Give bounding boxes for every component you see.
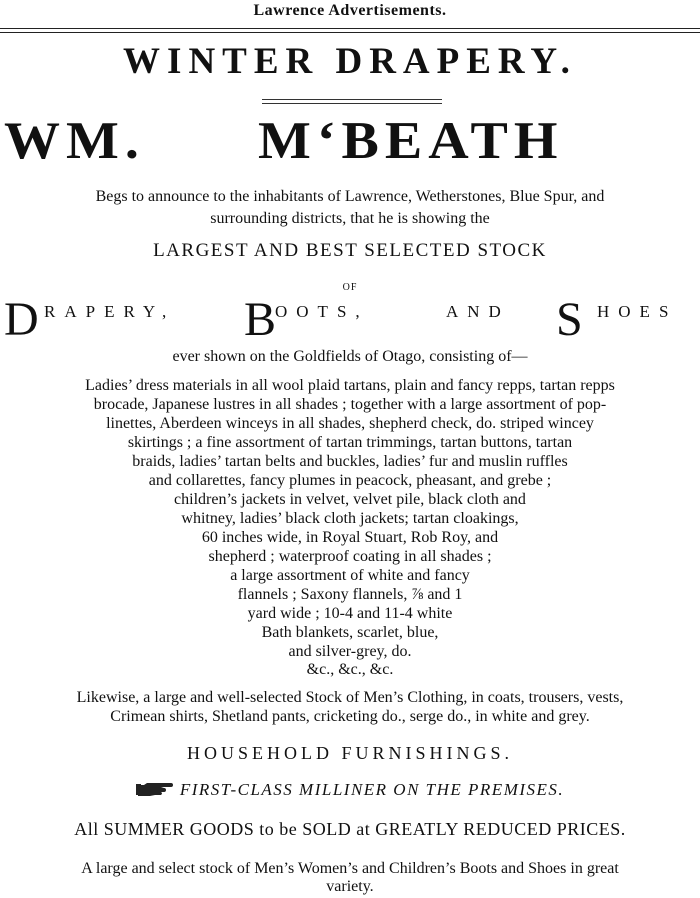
stock-line: LARGEST AND BEST SELECTED STOCK bbox=[153, 240, 547, 261]
drop-cap-b: B bbox=[244, 293, 277, 346]
goods-line: &c., &c., &c. bbox=[306, 661, 394, 678]
boots-stock-line: variety. bbox=[326, 878, 374, 895]
goods-line: a large assortment of white and fancy bbox=[230, 567, 470, 584]
merchant-surname: M‘BEATH bbox=[258, 111, 564, 171]
divider-rule bbox=[262, 103, 442, 104]
milliner-line bbox=[0, 780, 700, 800]
merchant-initials: WM. bbox=[4, 111, 145, 171]
goods-line: and collarettes, fancy plumes in peacock, pheasant, and grebe ; bbox=[148, 472, 552, 489]
milliner-text: FIRST-CLASS MILLINER ON THE PREMISES. bbox=[179, 780, 565, 799]
goods-line: 60 inches wide, in Royal Stuart, Rob Roy, and bbox=[201, 529, 499, 546]
goods-line: flannels ; Saxony flannels, ⅞ and 1 bbox=[237, 586, 463, 603]
household-furnishings: HOUSEHOLD FURNISHINGS. bbox=[186, 743, 514, 763]
goods-line: linettes, Aberdeen winceys in all shades, shepherd check, do. striped wincey bbox=[106, 415, 594, 432]
goldfields-line: ever shown on the Goldfields of Otago, consisting of— bbox=[172, 348, 528, 365]
pointing-hand-icon bbox=[136, 781, 174, 797]
goods-line: children’s jackets in velvet, velvet pile, black cloth and bbox=[174, 491, 526, 508]
boots-word: OOTS, bbox=[275, 302, 369, 321]
drop-cap-s: S bbox=[556, 293, 583, 346]
goods-line: brocade, Japanese lustres in all shades ; together with a large assortment of pop- bbox=[93, 396, 607, 413]
boots-stock-line: A large and select stock of Men’s Women’s and Children’s Boots and Shoes in great bbox=[81, 860, 619, 877]
goods-line: yard wide ; 10-4 and 11-4 white bbox=[247, 605, 453, 622]
summer-goods-line: All SUMMER GOODS to be SOLD at GREATLY REDUCED PRICES. bbox=[74, 819, 626, 839]
goods-line: Ladies’ dress materials in all wool plaid tartans, plain and fancy repps, tartan repps bbox=[85, 377, 615, 394]
drop-cap-d: D bbox=[4, 293, 39, 346]
intro-line: surrounding districts, that he is showing the bbox=[210, 210, 490, 227]
clothing-line: Likewise, a large and well-selected Stock of Men’s Clothing, in coats, trousers, vests, bbox=[76, 689, 624, 706]
of-word: OF bbox=[342, 282, 358, 293]
goods-line: whitney, ladies’ black cloth jackets; tartan cloakings, bbox=[181, 510, 519, 527]
merchant-name bbox=[0, 112, 700, 170]
and-word: AND bbox=[446, 302, 510, 321]
header-rule-bottom bbox=[0, 32, 700, 33]
clothing-line: Crimean shirts, Shetland pants, cricketing do., serge do., in white and grey. bbox=[110, 708, 590, 725]
goods-line: shepherd ; waterproof coating in all shades ; bbox=[208, 548, 492, 565]
drapery-boots-shoes-line bbox=[0, 294, 700, 346]
goods-line: skirtings ; a fine assortment of tartan trimmings, tartan buttons, tartan bbox=[127, 434, 573, 451]
header-rule-top bbox=[0, 28, 700, 29]
page-header-title: Lawrence Advertisements. bbox=[253, 2, 447, 19]
goods-line: and silver-grey, do. bbox=[288, 643, 412, 660]
divider-rule bbox=[262, 99, 442, 100]
shoes-word: HOES bbox=[597, 302, 678, 321]
ad-heading: WINTER DRAPERY. bbox=[123, 41, 577, 82]
goods-line: Bath blankets, scarlet, blue, bbox=[261, 624, 439, 641]
drapery-word: RAPERY, bbox=[44, 302, 176, 321]
intro-line: Begs to announce to the inhabitants of Lawrence, Wetherstones, Blue Spur, and bbox=[95, 188, 605, 205]
goods-line: braids, ladies’ tartan belts and buckles, ladies’ fur and muslin ruffles bbox=[132, 453, 568, 470]
